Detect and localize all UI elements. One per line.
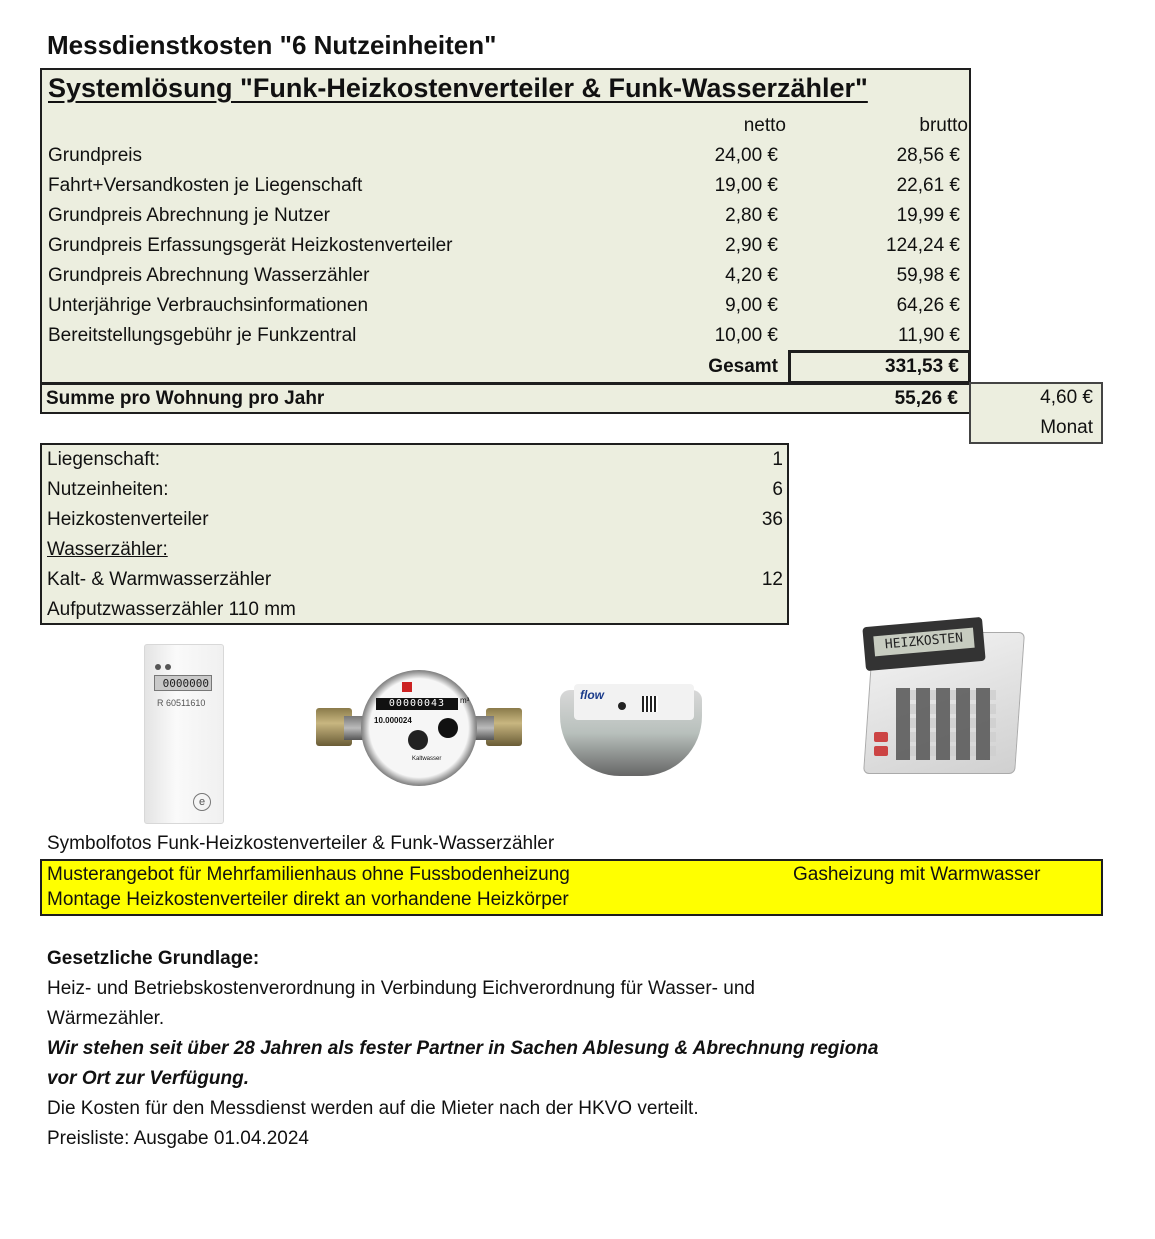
- meter-label: Kaltwasser: [412, 756, 442, 762]
- total-cell: [788, 350, 971, 384]
- calculator-photo: [858, 612, 1026, 772]
- price-row-label: Grundpreis Abrechnung Wasserzähler: [48, 265, 370, 286]
- offer-heating-type: Gasheizung mit Warmwasser: [793, 864, 1041, 885]
- legal-line-2: Wärmezähler.: [47, 1008, 165, 1029]
- monthly-box: [969, 382, 1103, 444]
- info-row-value: 36: [761, 509, 783, 530]
- qr-code-icon: [642, 696, 658, 712]
- price-row-label: Fahrt+Versandkosten je Liegenschaft: [48, 175, 363, 196]
- price-row-brutto: 11,90 €: [898, 325, 960, 346]
- col-header-netto: netto: [743, 115, 786, 136]
- summe-label: Summe pro Wohnung pro Jahr: [46, 388, 325, 409]
- price-row-brutto: 59,98 €: [896, 265, 960, 286]
- price-table: [40, 111, 971, 383]
- hkv-display: 0000000: [154, 675, 212, 691]
- system-heading-box: [40, 68, 971, 112]
- radio-module-photo: [560, 684, 702, 776]
- meter-id: 10.000024: [374, 716, 412, 725]
- price-row-netto: 10,00 €: [714, 325, 778, 346]
- info-row-label: Liegenschaft:: [47, 449, 161, 470]
- info-row-value: 12: [761, 569, 783, 590]
- price-row-brutto: 28,56 €: [896, 145, 960, 166]
- system-heading: Systemlösung "Funk-Heizkostenverteiler & Funk-Wasserzähler": [48, 73, 868, 103]
- info-row-label: Kalt- & Warmwasserzähler: [47, 569, 272, 590]
- legal-heading: Gesetzliche Grundlage:: [47, 948, 260, 969]
- heat-cost-allocator-photo: [144, 644, 224, 824]
- col-header-brutto: brutto: [919, 115, 968, 136]
- info-table: [40, 443, 789, 625]
- price-row-brutto: 64,26 €: [896, 295, 960, 316]
- calculator-display: HEIZKOSTEN: [873, 628, 974, 657]
- info-row-label: Wasserzähler:: [47, 539, 168, 560]
- price-row-label: Unterjährige Verbrauchsinformationen: [48, 295, 369, 316]
- offer-line-1: Musterangebot für Mehrfamilienhaus ohne Fussbodenheizung: [47, 864, 570, 885]
- price-row-netto: 9,00 €: [725, 295, 778, 316]
- monthly-label: Monat: [1040, 417, 1093, 438]
- price-row-netto: 24,00 €: [714, 145, 778, 166]
- info-row-value: 6: [772, 479, 783, 500]
- price-row-netto: 2,90 €: [725, 235, 778, 256]
- info-row-value: 1: [772, 449, 783, 470]
- page-title: Messdienstkosten "6 Nutzeinheiten": [47, 30, 497, 60]
- price-row-brutto: 22,61 €: [896, 175, 960, 196]
- photo-caption: Symbolfotos Funk-Heizkostenverteiler & Funk-Wasserzähler: [47, 833, 555, 854]
- price-row-netto: 19,00 €: [714, 175, 778, 196]
- offer-line-2: Montage Heizkostenverteiler direkt an vorhandene Heizkörper: [47, 889, 569, 910]
- summe-row: [40, 382, 971, 414]
- price-row-label: Grundpreis Abrechnung je Nutzer: [48, 205, 330, 226]
- meter-counter: 00000043: [376, 698, 458, 710]
- info-row-label: Heizkostenverteiler: [47, 509, 209, 530]
- price-row-netto: 2,80 €: [725, 205, 778, 226]
- legal-line-1: Heiz- und Betriebskostenverordnung in Verbindung Eichverordnung für Wasser- und: [47, 978, 755, 999]
- price-list-edition: Preisliste: Ausgabe 01.04.2024: [47, 1128, 309, 1149]
- offer-box: [40, 859, 1103, 916]
- legal-line-3: Die Kosten für den Messdienst werden auf die Mieter nach der HKVO verteilt.: [47, 1098, 699, 1119]
- meter-unit: m³: [460, 696, 470, 705]
- price-row-label: Grundpreis Erfassungsgerät Heizkostenverteiler: [48, 235, 453, 256]
- price-row-netto: 4,20 €: [725, 265, 778, 286]
- monthly-value: 4,60 €: [1040, 387, 1093, 408]
- price-row-brutto: 19,99 €: [896, 205, 960, 226]
- price-row-label: Bereitstellungsgebühr je Funkzentral: [48, 325, 357, 346]
- summe-value: 55,26 €: [894, 388, 958, 409]
- info-row-label: Aufputzwasserzähler 110 mm: [47, 599, 296, 620]
- info-row-label: Nutzeinheiten:: [47, 479, 169, 500]
- price-row-label: Grundpreis: [48, 145, 142, 166]
- price-row-brutto: 124,24 €: [886, 235, 960, 256]
- hkv-serial: R 60511610: [157, 698, 206, 708]
- water-meter-photo: [316, 668, 521, 788]
- total-label: Gesamt: [708, 356, 778, 377]
- partner-line-2: vor Ort zur Verfügung.: [47, 1068, 249, 1089]
- partner-line-1: Wir stehen seit über 28 Jahren als fester Partner in Sachen Ablesung & Abrechnung regiona: [47, 1038, 879, 1059]
- total-value: 331,53 €: [885, 356, 959, 377]
- hkv-logo-icon: e: [193, 793, 211, 811]
- module-brand: flow: [580, 688, 604, 702]
